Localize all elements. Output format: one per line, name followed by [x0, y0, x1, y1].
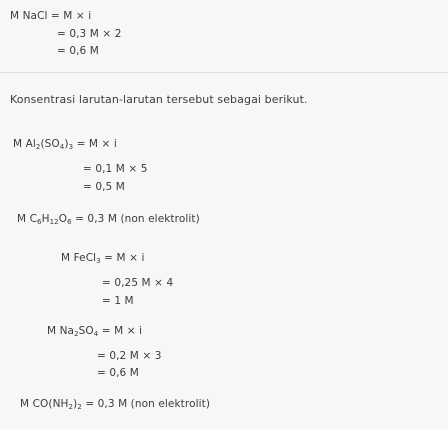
glucose-equation: M $C_6H_{12}O_6 = 0,3$ M (non elektrolit) [17, 213, 200, 226]
al2so43-step: = 0,1 M × 5 [83, 163, 148, 175]
intro-text: Konsentrasi larutan-larutan tersebut sebagai berikut. [10, 93, 308, 106]
na2so4-step: = 0,2 M × 3 [97, 350, 162, 362]
fecl3-step: = 0,25 M × 4 [102, 277, 174, 289]
al2so43-result: = 0,5 M [83, 181, 125, 193]
fecl3-result: = 1 M [102, 295, 134, 307]
al2so43-equation: M $Al_2(SO_4)_3 = M \times i$ [13, 138, 117, 151]
nacl-molarity-step: = 0,3 M × 2 [57, 28, 122, 40]
nacl-molarity-result: = 0,6 M [57, 45, 99, 57]
na2so4-equation: M $Na_2SO_4 = M \times i$ [47, 325, 143, 338]
nacl-molarity-equation: M NaCl = M × i [10, 10, 92, 22]
fecl3-equation: M FeCl$_3$ = M × i [61, 252, 145, 265]
section-divider [0, 72, 448, 73]
na2so4-result: = 0,6 M [97, 367, 139, 379]
urea-equation: M $CO(NH_2)_2 = 0,3$ M (non elektrolit) [20, 398, 211, 411]
